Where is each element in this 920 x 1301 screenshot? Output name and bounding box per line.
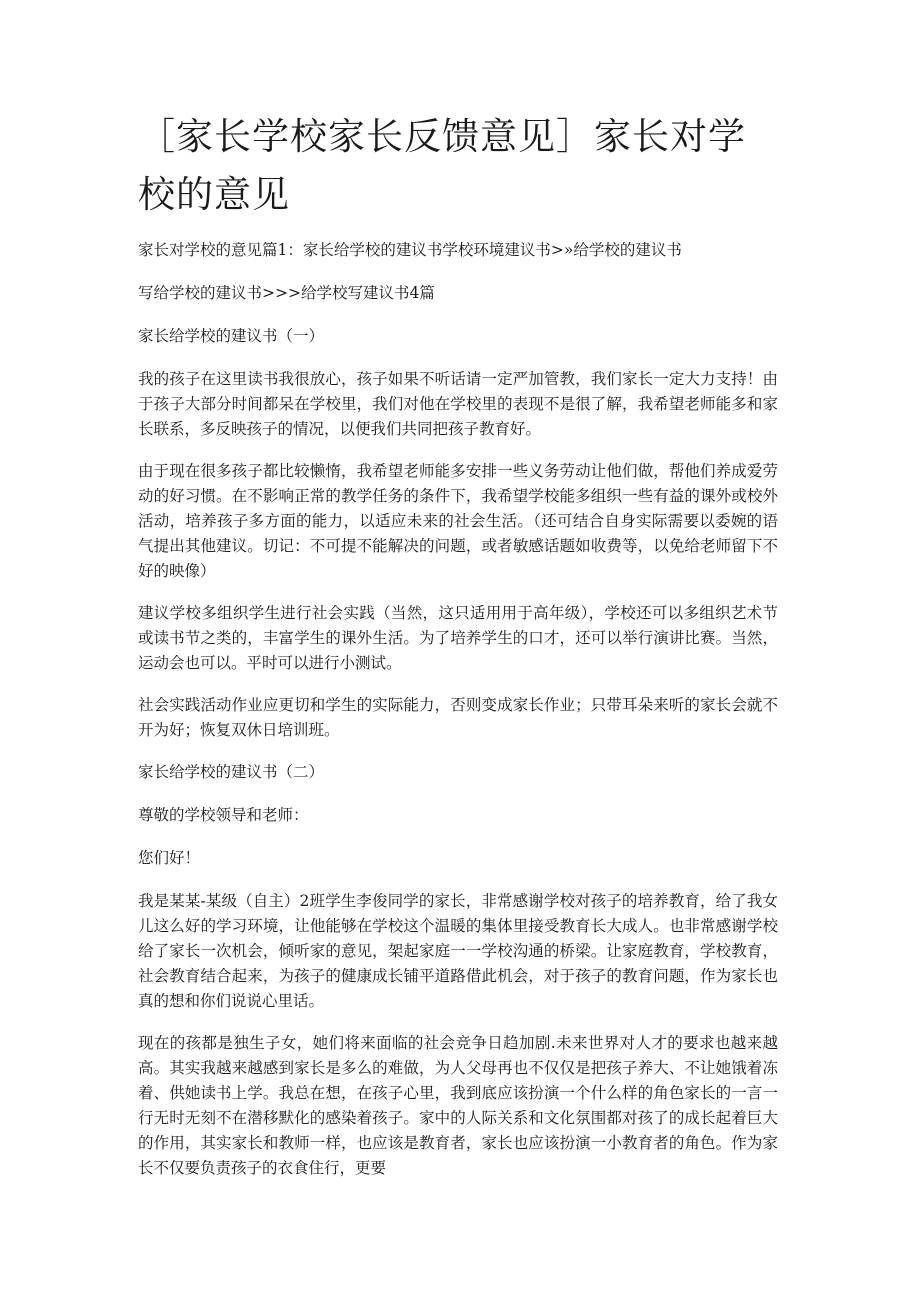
paragraph: 社会实践活动作业应更切和学生的实际能力，否则变成家长作业；只带耳朵来听的家长会就不开为好；恢复双休日培训班。 [138,696,778,739]
paragraph: 由于现在很多孩子都比较懒惰，我希望老师能多安排一些义务劳动让他们做，帮他们养成爱劳动的好习惯。在不影响正常的教学任务的条件下，我希望学校能多组织一些有益的课外或校外活动，培养孩子多方面的能力，以适应未来的社会生活。（还可结合自身实际需要以委婉的语气提出其他建议。切记：不可提不能解决的问题，或者敏感话题如收费等，以免给老师留下不好的映像） [138,462,778,580]
paragraph: 我的孩子在这里读书我很放心，孩子如果不听话请一定严加管教，我们家长一定大力支持！由于孩子大部分时间都呆在学校里，我们对他在学校里的表现不是很了解，我希望老师能多和家长联系，多反映孩子的情况，以便我们共同把孩子教育好。 [138,370,778,438]
salutation: 尊敬的学校领导和老师： [138,806,309,824]
section-heading-1: 家长给学校的建议书（一） [138,327,325,345]
document-page [138,108,778,1198]
paragraph: 我是某某-某级（自主）2班学生李俊同学的家长，非常感谢学校对孩子的培养教育，给了我女儿这么好的学习环境，让他能够在学校这个温暖的集体里接受教育长大成人。也非常感谢学校给了家长一次机会，倾听家的意见，架起家庭一一学校沟通的桥梁。让家庭教育，学校教育，社会教育结合起来，为孩子的健康成长铺平道路借此机会，对于孩子的教育问题，作为家长也真的想和你们说说心里话。 [138,892,778,1010]
greeting: 您们好！ [138,849,201,867]
document-title: ［家长学校家长反馈意见］家长对学校的意见 [138,115,746,216]
paragraph: 建议学校多组织学生进行社会实践（当然，这只适用用于高年级），学校还可以多组织艺术节或读书节之类的，丰富学生的课外生活。为了培养学生的口才，还可以举行演讲比赛。当然，运动会也可以。平时可以进行小测试。 [138,604,778,672]
paragraph-intro-line-1: 家长对学校的意见篇1：家长给学校的建议书学校环境建议书>»给学校的建议书 [138,241,682,259]
paragraph: 现在的孩都是独生子女，她们将来面临的社会竞争日趋加剧.未来世界对人才的要求也越来越高。其实我越来越感到家长是多么的难做，为人父母再也不仅仅是把孩子养大、不让她饿着冻着、供她读书上学。我总在想，在孩子心里，我到底应该扮演一个什么样的角色家长的一言一行无时无刻不在潜移默化的感染着孩子。家中的人际关系和文化氛围都对孩了的成长起着巨大的作用，其实家长和教师一样，也应该是教育者，家长也应该扮演一小教育者的角色。作为家长不仅要负责孩子的衣食住行，更要 [138,1034,778,1177]
section-heading-2: 家长给学校的建议书（二） [138,763,325,781]
paragraph-intro-line-2: 写给学校的建议书>>>给学校写建议书4篇 [138,284,435,302]
